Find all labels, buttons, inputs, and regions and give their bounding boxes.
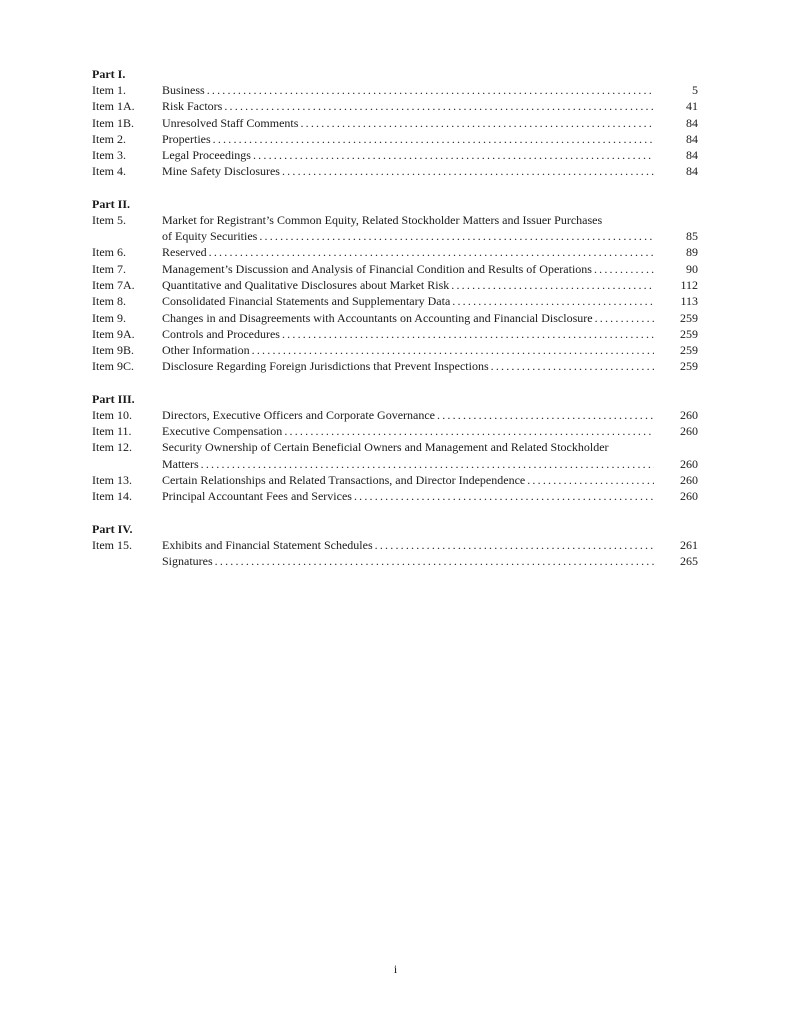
item-number: Item 7. [92,261,126,276]
toc-part [92,391,698,505]
item-title: Matters [162,456,199,471]
page-number: i [393,962,398,976]
dot-leader [201,456,654,472]
page-ref: 5 [692,83,698,97]
item-title: Reserved [162,245,207,260]
toc-part [92,521,698,570]
dot-leader [213,131,654,147]
toc-row[interactable] [92,82,698,98]
toc-row[interactable] [92,439,698,472]
dot-leader [300,115,654,131]
page-ref: 259 [680,343,698,358]
item-number: Item 15. [92,537,132,552]
dot-leader [253,147,654,163]
item-title: Disclosure Regarding Foreign Jurisdictions that Prevent Inspections [162,359,489,374]
part-title: Part III. [92,391,135,406]
item-number: Item 9. [92,310,126,325]
item-number: Item 6. [92,245,126,260]
dot-leader [437,407,654,423]
item-title: Consolidated Financial Statements and Supplementary Data [162,294,451,309]
toc-row[interactable] [92,407,698,423]
dot-leader [527,472,654,488]
page-ref: 90 [686,261,698,276]
dot-leader [284,423,654,439]
item-number [92,553,162,569]
toc-row[interactable] [92,212,698,245]
page-ref: 260 [680,489,698,504]
page-ref: 259 [680,326,698,341]
page-ref: 260 [680,424,698,439]
item-title-line-1: Security Ownership of Certain Beneficial Owners and Management and Related Stockholder [162,440,609,455]
item-number: Item 13. [92,472,132,487]
toc-row[interactable] [92,277,698,293]
dot-leader [209,244,654,260]
item-title: Principal Accountant Fees and Services [162,489,352,504]
toc-row[interactable] [92,423,698,439]
toc-row[interactable] [92,553,698,569]
page-ref: 259 [680,310,698,325]
part-title: Part I. [92,67,126,81]
item-title: Certain Relationships and Related Transactions, and Director Independence [162,472,526,487]
item-title: Exhibits and Financial Statement Schedules [162,537,373,552]
toc-row[interactable] [92,310,698,326]
toc-row[interactable] [92,342,698,358]
toc-part [92,196,698,375]
page-ref: 260 [680,472,698,487]
dot-leader [259,228,654,244]
item-number: Item 9A. [92,326,135,341]
page-ref: 41 [686,99,698,114]
item-number: Item 5. [92,212,126,227]
dot-leader [354,488,654,504]
page-ref: 84 [686,115,698,130]
page-ref: 85 [686,229,698,244]
dot-leader [594,261,654,277]
toc-row[interactable] [92,537,698,553]
toc-row[interactable] [92,472,698,488]
dot-leader [491,358,654,374]
item-number: Item 1A. [92,99,135,114]
toc-row[interactable] [92,293,698,309]
item-title: Other Information [162,343,250,358]
item-title: Unresolved Staff Comments [162,115,299,130]
item-number: Item 11. [92,424,132,439]
item-title: Business [162,83,205,97]
item-number: Item 3. [92,148,126,163]
item-title: Risk Factors [162,99,223,114]
toc-row[interactable] [92,163,698,179]
item-number: Item 2. [92,131,126,146]
item-number: Item 12. [92,440,132,455]
page-ref: 84 [686,148,698,163]
page-ref: 113 [680,294,698,309]
item-number: Item 1. [92,83,126,97]
item-title: of Equity Securities [162,229,258,244]
item-title: Controls and Procedures [162,326,280,341]
toc-row[interactable] [92,326,698,342]
item-number: Item 4. [92,164,126,179]
dot-leader [252,342,654,358]
dot-leader [215,553,654,569]
page-ref: 84 [686,131,698,146]
dot-leader [451,277,654,293]
dot-leader [375,537,654,553]
item-number: Item 10. [92,407,132,422]
item-number: Item 7A. [92,277,135,292]
item-title: Changes in and Disagreements with Accountants on Accounting and Financial Disclosure [162,310,593,325]
toc-part [92,66,698,180]
dot-leader [452,293,654,309]
toc-row[interactable] [92,115,698,131]
item-title: Quantitative and Qualitative Disclosures about Market Risk [162,277,450,292]
item-title: Management’s Discussion and Analysis of Financial Condition and Results of Operations [162,261,592,276]
toc-row[interactable] [92,358,698,374]
page-ref: 261 [680,537,698,552]
page-ref: 84 [686,164,698,179]
item-title: Executive Compensation [162,424,283,439]
toc-row[interactable] [92,261,698,277]
page-ref: 259 [680,359,698,374]
item-number: Item 1B. [92,115,134,130]
page-ref: 265 [680,553,698,568]
page-ref: 89 [686,245,698,260]
toc-row[interactable] [92,98,698,114]
item-title: Legal Proceedings [162,148,251,163]
item-title: Properties [162,131,211,146]
item-number: Item 14. [92,489,132,504]
dot-leader [207,82,654,98]
toc-row[interactable] [92,488,698,504]
item-number: Item 8. [92,294,126,309]
toc-row[interactable] [92,147,698,163]
toc-row[interactable] [92,244,698,260]
dot-leader [282,163,654,179]
item-title: Directors, Executive Officers and Corporate Governance [162,407,435,422]
item-number: Item 9B. [92,343,134,358]
page-ref: 112 [680,277,698,292]
item-number: Item 9C. [92,359,134,374]
dot-leader [224,98,654,114]
item-title-line-1: Market for Registrant’s Common Equity, Related Stockholder Matters and Issuer Purchases [162,212,603,227]
dot-leader [595,310,654,326]
table-of-contents [92,66,698,585]
item-title: Signatures [162,553,213,568]
part-title: Part II. [92,196,130,211]
part-title: Part IV. [92,521,133,536]
item-title: Mine Safety Disclosures [162,164,280,179]
page-ref: 260 [680,407,698,422]
toc-row[interactable] [92,131,698,147]
page-ref: 260 [680,456,698,471]
dot-leader [282,326,654,342]
